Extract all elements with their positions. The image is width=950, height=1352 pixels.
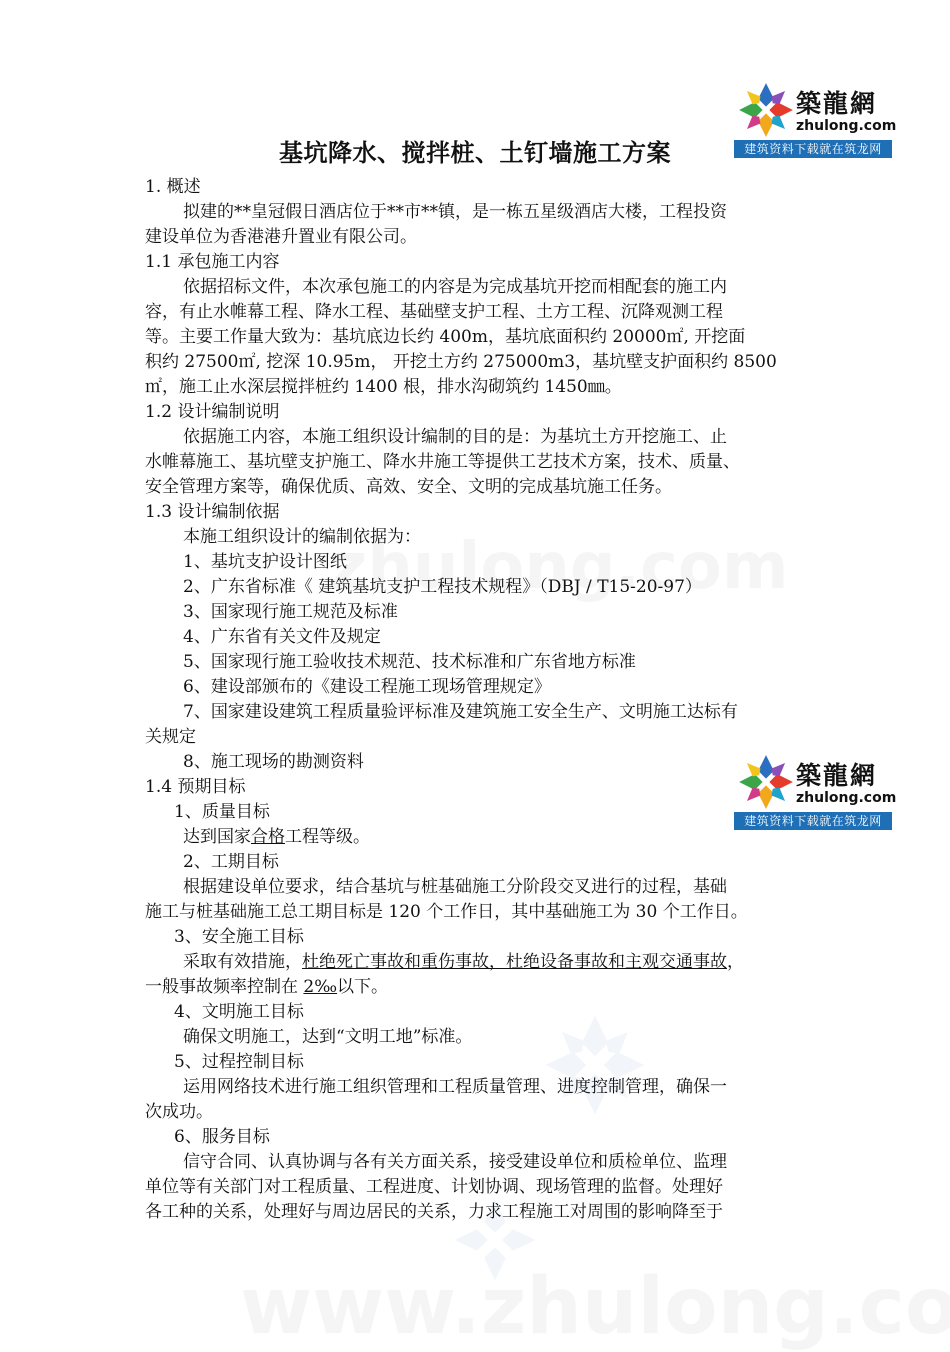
- section-heading: 1.3 设计编制依据: [145, 502, 280, 522]
- paragraph-line: 根据建设单位要求，结合基坑与桩基础施工分阶段交叉进行的过程，基础: [183, 877, 727, 897]
- paragraph-line: 依据招标文件，本次承包施工的内容是为完成基坑开挖而相配套的施工内: [183, 277, 727, 297]
- goal-heading: 3、安全施工目标: [174, 927, 304, 947]
- paragraph-line: 积约 27500㎡, 挖深 10.95m， 开挖土方约 275000m3，基坑壁支护面积约 8500: [145, 352, 777, 372]
- snowflake-logo-icon: [738, 82, 794, 138]
- snowflake-logo-icon: [738, 754, 794, 810]
- paragraph-line: 施工与桩基础施工总工期目标是 120 个工作日，其中基础施工为 30 个工作日。: [145, 902, 748, 922]
- site-logo: [734, 750, 897, 830]
- goal-heading: 4、文明施工目标: [174, 1002, 304, 1022]
- goal-heading: 5、过程控制目标: [174, 1052, 304, 1072]
- paragraph-line: ㎡，施工止水深层搅拌桩约 1400 根，排水沟砌筑约 1450㎜。: [145, 377, 622, 397]
- underlined-text: 合格: [251, 827, 285, 847]
- list-item: 3、国家现行施工规范及标准: [183, 602, 398, 622]
- section-heading: 1. 概述: [145, 177, 201, 197]
- logo-brand-cn: 築龍網: [796, 89, 878, 118]
- text-run: 一般事故频率控制在: [145, 977, 304, 997]
- paragraph-line: [145, 975, 388, 999]
- paragraph-line: 次成功。: [145, 1102, 213, 1122]
- list-item: 8、施工现场的勘测资料: [183, 752, 364, 772]
- list-item: 6、建设部颁布的《建设工程施工现场管理规定》: [183, 677, 551, 697]
- paragraph-line: 安全管理方案等，确保优质、高效、安全、文明的完成基坑施工任务。: [145, 477, 672, 497]
- paragraph-line: 等。主要工作量大致为：基坑底边长约 400m，基坑底面积约 20000㎡, 开挖面: [145, 327, 746, 347]
- text-run: 达到国家: [183, 827, 251, 847]
- document-title: 基坑降水、搅拌桩、土钉墙施工方案: [279, 138, 671, 167]
- goal-heading: 6、服务目标: [174, 1127, 270, 1147]
- watermark-snowflake-icon: [540, 1010, 650, 1120]
- paragraph-line: 确保文明施工，达到“文明工地”标准。: [183, 1027, 473, 1047]
- list-item: 5、国家现行施工验收技术规范、技术标准和广东省地方标准: [183, 652, 636, 672]
- paragraph-line: 建设单位为香港港升置业有限公司。: [145, 227, 417, 247]
- list-item: 7、国家建设建筑工程质量验评标准及建筑施工安全生产、文明施工达标有: [183, 702, 738, 722]
- paragraph-line: 拟建的**皇冠假日酒店位于**市**镇，是一栋五星级酒店大楼，工程投资: [183, 202, 727, 222]
- list-item: 2、广东省标准《 建筑基坑支护工程技术规程》（DBJ / T15-20-97）: [183, 577, 702, 597]
- paragraph-line: [183, 950, 744, 974]
- section-heading: 1.4 预期目标: [145, 777, 246, 797]
- paragraph-line: 运用网络技术进行施工组织管理和工程质量管理、进度控制管理，确保一: [183, 1077, 727, 1097]
- underlined-text: 2‰: [303, 977, 338, 997]
- paragraph-line: 单位等有关部门对工程质量、工程进度、计划协调、现场管理的监督。处理好: [145, 1177, 723, 1197]
- paragraph-line: 关规定: [145, 727, 196, 747]
- paragraph-line: 容，有止水帷幕工程、降水工程、基础壁支护工程、土方工程、沉降观测工程: [145, 302, 723, 322]
- list-item: 1、基坑支护设计图纸: [183, 552, 347, 572]
- paragraph-line: 信守合同、认真协调与各有关方面关系，接受建设单位和质检单位、监理: [183, 1152, 727, 1172]
- logo-brand-en: zhulong.com: [796, 118, 897, 134]
- text-run: 以下。: [337, 977, 389, 997]
- paragraph-line: 各工种的关系，处理好与周边居民的关系，力求工程施工对周围的影响降至于: [145, 1202, 723, 1222]
- underlined-text: 杜绝死亡事故和重伤事故，杜绝设备事故和主观交通事故: [302, 952, 727, 972]
- goal-heading: 2、工期目标: [183, 852, 279, 872]
- paragraph-line: 本施工组织设计的编制依据为：: [183, 527, 421, 547]
- section-heading: 1.2 设计编制说明: [145, 402, 280, 422]
- logo-brand-en: zhulong.com: [796, 790, 897, 806]
- paragraph-line: 水帷幕施工、基坑壁支护施工、降水井施工等提供工艺技术方案，技术、质量、: [145, 452, 740, 472]
- logo-slogan: 建筑资料下载就在筑龙网: [734, 812, 892, 830]
- paragraph-line: 依据施工内容，本施工组织设计编制的目的是：为基坑土方开挖施工、止: [183, 427, 727, 447]
- logo-brand-cn: 築龍網: [796, 761, 878, 790]
- section-heading: 1.1 承包施工内容: [145, 252, 280, 272]
- goal-heading: 1、质量目标: [174, 802, 270, 822]
- text-run: 采取有效措施，: [183, 952, 302, 972]
- watermark-text-bottom: [240, 1262, 950, 1352]
- text-run: ，: [727, 952, 744, 972]
- list-item: 4、广东省有关文件及规定: [183, 627, 381, 647]
- logo-slogan: 建筑资料下载就在筑龙网: [734, 140, 892, 158]
- paragraph-line: [183, 825, 370, 849]
- text-run: 工程等级。: [285, 827, 370, 847]
